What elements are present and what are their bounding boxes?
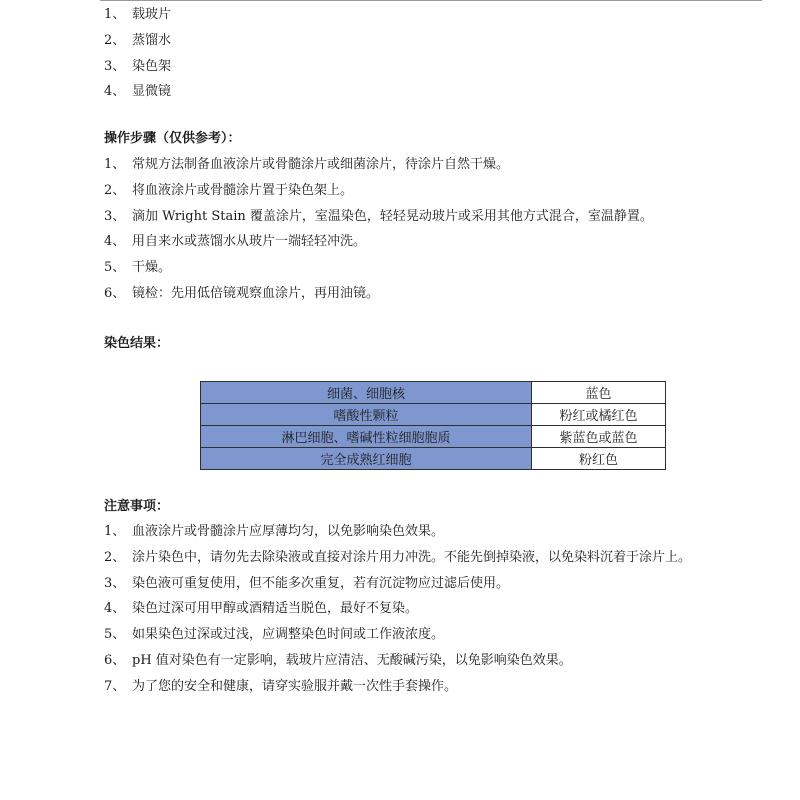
- list-item: [104, 519, 691, 545]
- item-number: 3、: [104, 58, 126, 74]
- item-text: 为了您的安全和健康，请穿实验服并戴一次性手套操作。: [132, 678, 458, 694]
- list-item: [104, 648, 691, 674]
- item-text: 载玻片: [132, 7, 172, 22]
- list-item: [104, 281, 653, 307]
- notes-heading: 注意事项：: [104, 499, 170, 514]
- result-heading: 染色结果：: [104, 336, 170, 351]
- table-cell-item: 完全成熟红细胞: [201, 448, 532, 470]
- list-item: [104, 622, 691, 648]
- item-text: 如果染色过深或过浅，应调整染色时间或工作液浓度。: [132, 627, 445, 643]
- list-item: [104, 152, 653, 178]
- item-number: 6、: [104, 285, 126, 301]
- item-number: 2、: [104, 549, 126, 565]
- item-text: pH 值对染色有一定影响，载玻片应清洁、无酸碱污染，以免影响染色效果。: [132, 652, 572, 668]
- list-item: [104, 79, 171, 105]
- table-row: [201, 426, 666, 448]
- item-number: 7、: [104, 678, 126, 694]
- item-number: 3、: [104, 208, 126, 224]
- steps-heading: 操作步骤（仅供参考）：: [104, 131, 241, 146]
- item-text: 干燥。: [132, 260, 172, 276]
- list-item: [104, 571, 691, 597]
- item-number: 4、: [104, 234, 126, 250]
- table-cell-color: 蓝色: [532, 382, 666, 404]
- item-text: 镜检：先用低倍镜观察血涂片，再用油镜。: [132, 285, 380, 301]
- item-text: 显微镜: [132, 84, 172, 100]
- list-item: [104, 54, 171, 80]
- table-cell-color: 紫蓝色或蓝色: [532, 426, 666, 448]
- steps-list: [104, 152, 653, 307]
- staining-result-table: [200, 381, 666, 470]
- list-item: [104, 255, 653, 281]
- item-text: 滴加 Wright Stain 覆盖涂片，室温染色，轻轻晃动玻片或采用其他方式混合，室温静置。: [132, 208, 653, 224]
- item-number: 1、: [104, 524, 126, 539]
- list-item: [104, 596, 691, 622]
- item-number: 5、: [104, 627, 126, 643]
- list-item: [104, 674, 691, 700]
- item-text: 血液涂片或骨髓涂片应厚薄均匀，以免影响染色效果。: [132, 524, 445, 539]
- table-cell-color: 粉红色: [532, 448, 666, 470]
- table-row: [201, 448, 666, 470]
- list-item: [104, 2, 171, 28]
- item-number: 2、: [104, 182, 126, 198]
- table-cell-color: 粉红或橘红色: [532, 404, 666, 426]
- list-item: [104, 229, 653, 255]
- list-item: [104, 545, 691, 571]
- item-text: 涂片染色中，请勿先去除染液或直接对涂片用力冲洗。不能先倒掉染液，以免染料沉着于涂片上。: [132, 549, 692, 565]
- item-number: 4、: [104, 84, 126, 100]
- item-text: 蒸馏水: [132, 32, 172, 48]
- list-item: [104, 28, 171, 54]
- item-number: 1、: [104, 7, 126, 22]
- table-row: [201, 382, 666, 404]
- item-number: 3、: [104, 575, 126, 591]
- item-text: 用自来水或蒸馏水从玻片一端轻轻冲洗。: [132, 234, 367, 250]
- item-text: 将血液涂片或骨髓涂片置于染色架上。: [132, 182, 354, 198]
- notes-list: [104, 519, 691, 700]
- item-text: 染色过深可用甲醇或酒精适当脱色，最好不复染。: [132, 601, 419, 617]
- item-number: 5、: [104, 260, 126, 276]
- table-cell-item: 细菌、细胞核: [201, 382, 532, 404]
- item-number: 1、: [104, 157, 126, 172]
- table-row: [201, 404, 666, 426]
- materials-list: [104, 2, 171, 105]
- top-divider: [100, 0, 762, 1]
- item-number: 4、: [104, 601, 126, 617]
- item-text: 染色液可重复使用，但不能多次重复，若有沉淀物应过滤后使用。: [132, 575, 510, 591]
- item-text: 染色架: [132, 58, 172, 74]
- list-item: [104, 178, 653, 204]
- table-cell-item: 淋巴细胞、嗜碱性粒细胞胞质: [201, 426, 532, 448]
- item-number: 6、: [104, 652, 126, 668]
- table-cell-item: 嗜酸性颗粒: [201, 404, 532, 426]
- item-text: 常规方法制备血液涂片或骨髓涂片或细菌涂片，待涂片自然干燥。: [132, 157, 510, 172]
- item-number: 2、: [104, 32, 126, 48]
- list-item: [104, 204, 653, 230]
